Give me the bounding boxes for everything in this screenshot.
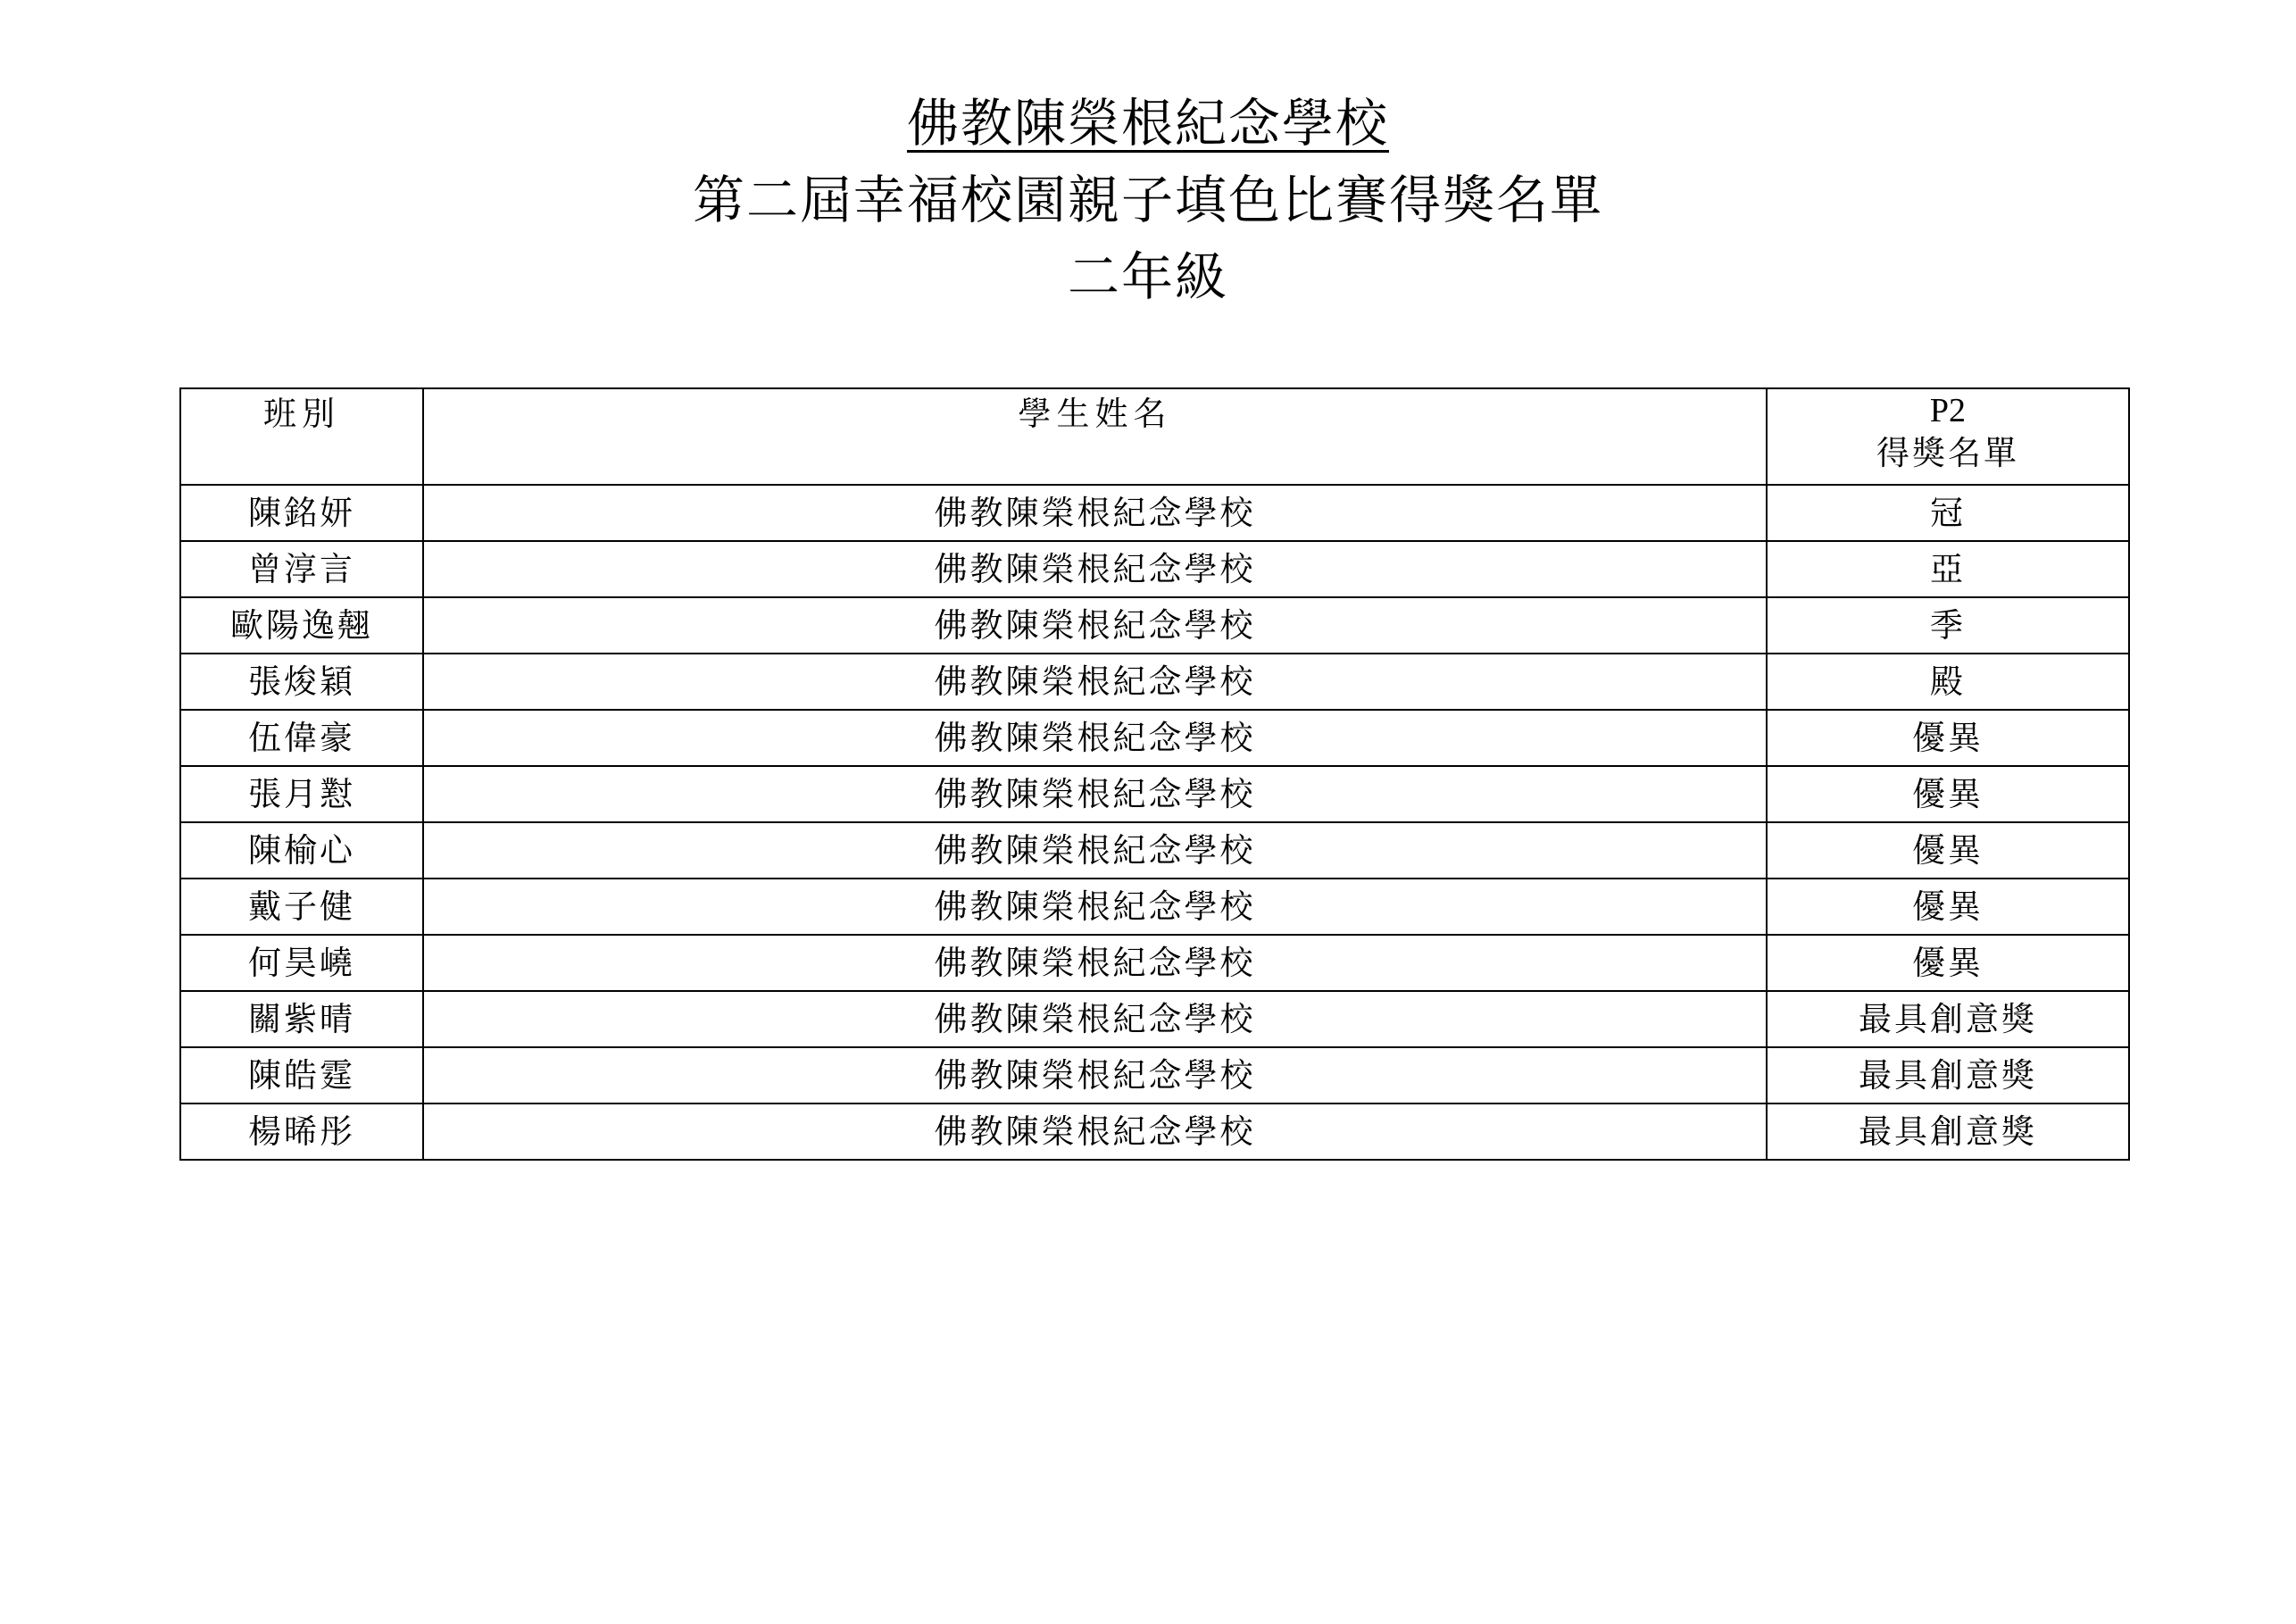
award-cell: 優異: [1767, 710, 2129, 766]
grade-heading: 二年級: [1067, 246, 1228, 307]
table-row: [180, 766, 2129, 822]
student-name-cell: 佛教陳榮根紀念學校: [423, 541, 1767, 597]
award-cell: 優異: [1767, 879, 2129, 935]
class-cell: 陳榆心: [180, 822, 423, 879]
award-cell: 殿: [1767, 654, 2129, 710]
class-cell: 曾淳言: [180, 541, 423, 597]
class-cell: 陳皓霆: [180, 1047, 423, 1103]
student-name-cell: 佛教陳榮根紀念學校: [423, 935, 1767, 991]
class-cell: 陳銘妍: [180, 485, 423, 541]
student-name-cell: 佛教陳榮根紀念學校: [423, 822, 1767, 879]
student-name-cell: 佛教陳榮根紀念學校: [423, 654, 1767, 710]
student-name-cell: 佛教陳榮根紀念學校: [423, 485, 1767, 541]
table-row: [180, 1103, 2129, 1160]
column-header-award-label: 得獎名單: [1876, 434, 2019, 472]
column-header-grade-label: P2: [1929, 392, 1967, 429]
student-name-cell: 佛教陳榮根紀念學校: [423, 597, 1767, 654]
column-header-award: [1767, 388, 2129, 485]
student-name-cell: 佛教陳榮根紀念學校: [423, 991, 1767, 1047]
award-cell: 優異: [1767, 766, 2129, 822]
award-cell: 最具創意獎: [1767, 991, 2129, 1047]
award-cell: 冠: [1767, 485, 2129, 541]
student-name-cell: 佛教陳榮根紀念學校: [423, 1103, 1767, 1160]
class-cell: 何昊嶢: [180, 935, 423, 991]
class-cell: 伍偉豪: [180, 710, 423, 766]
table-row: [180, 935, 2129, 991]
table-row: [180, 597, 2129, 654]
table-row: [180, 822, 2129, 879]
award-cell: 最具創意獎: [1767, 1103, 2129, 1160]
school-name-heading: [0, 85, 2296, 162]
student-name-cell: 佛教陳榮根紀念學校: [423, 710, 1767, 766]
table-row: [180, 654, 2129, 710]
student-name-cell: 佛教陳榮根紀念學校: [423, 879, 1767, 935]
award-cell: 亞: [1767, 541, 2129, 597]
school-name-text: 佛教陳榮根紀念學校: [906, 93, 1389, 154]
column-header-class-label: 班別: [263, 395, 340, 433]
table-row: [180, 485, 2129, 541]
class-cell: 戴子健: [180, 879, 423, 935]
award-cell: 優異: [1767, 935, 2129, 991]
class-cell: 張焌穎: [180, 654, 423, 710]
award-cell: 最具創意獎: [1767, 1047, 2129, 1103]
competition-title: 第二屆幸福校園親子填色比賽得獎名單: [692, 170, 1603, 230]
table-row: [180, 879, 2129, 935]
award-table: [179, 387, 2130, 1161]
award-cell: 季: [1767, 597, 2129, 654]
student-name-cell: 佛教陳榮根紀念學校: [423, 766, 1767, 822]
column-header-student-name-label: 學生姓名: [1018, 395, 1172, 433]
award-cell: 優異: [1767, 822, 2129, 879]
class-cell: 關紫晴: [180, 991, 423, 1047]
table-row: [180, 991, 2129, 1047]
table-row: [180, 1047, 2129, 1103]
table-header-row: [180, 388, 2129, 485]
column-header-class: [180, 388, 423, 485]
column-header-student-name: [423, 388, 1767, 485]
table-row: [180, 541, 2129, 597]
table-row: [180, 710, 2129, 766]
class-cell: 歐陽逸翹: [180, 597, 423, 654]
class-cell: 張月懟: [180, 766, 423, 822]
document-header: [0, 85, 2296, 315]
student-name-cell: 佛教陳榮根紀念學校: [423, 1047, 1767, 1103]
class-cell: 楊晞彤: [180, 1103, 423, 1160]
